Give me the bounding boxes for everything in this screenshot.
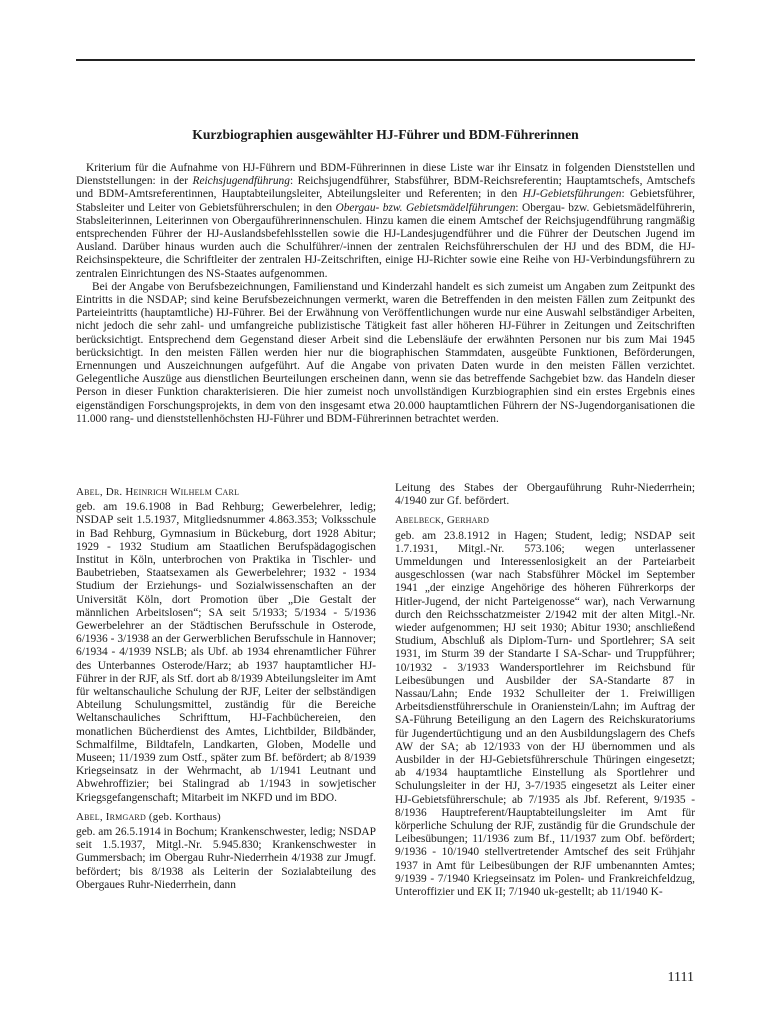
page-number: 1111 — [667, 970, 694, 985]
intro-text-part: : Gebietsführer, Stabsleiter und Leiter von Gebietsführerschulen; in den — [76, 188, 695, 214]
intro-text-part: : Obergau- bzw. Gebietsmädelführerin, Stabsleiterinnen, Leiterinnen von Obergauführerinnenschulen. Hinzu kamen die einem Amtschef der Reichsjugendführung rangmäßig entsprechenden Führer der HJ-Auslandsbefehlsstellen sowie die HJ-Landesjugendführer und die Führer der Deutschen Jugend im Ausland. Darüber hinaus wurden auch die Schulführer/-innen der zentralen Reichsführerschulen der HJ und des BDM, die HJ-Reichsinspekteure, die Schriftleiter der zentralen HJ-Zeitschriften, einige HJ-Richter sowie eine Reihe von HJ-Verbindungsführern zu zentralen Einrichtungen des NS-Staates aufgenommen. — [76, 201, 695, 280]
page-title: Kurzbiographien ausgewählter HJ-Führer und BDM-Führerinnen — [192, 127, 579, 142]
intro-paragraph-method: Bei der Angabe von Berufsbezeichnungen, Familienstand und Kinderzahl handelt es sich zumeist um Angaben zum Zeitpunkt des Eintritts in die NSDAP; sind keine Berufsbezeichnungen vermerkt, waren die Betreffenden in den meisten Fällen zum Zeitpunkt des Parteieintritts (hauptamtliche) HJ-Führer. Bei der Erwähnung von Veröffentlichungen wurde nur eine Auswahl selbständiger Arbeiten, nicht jedoch die sehr zahl- und umfangreiche publizistische Tätigkeit fast aller höheren HJ-Führer in Zeitungen und Zeitschriften berücksichtigt. Entsprechend dem Gegenstand dieser Arbeit sind die Lebensläufe der erwähnten Personen nur bis zum Mai 1945 berücksichtigt. In den meisten Fällen werden hier nur die biographischen Stammdaten, ausgeübte Funktionen, Beförderungen, Ernennungen und Auszeichnungen aufgeführt. Auf die Angabe von privaten Daten wurde in den meisten Fällen verzichtet. Gelegentliche Auszüge aus dienstlichen Beurteilungen erscheinen dann, wenn sie das betreffende Sachgebiet bzw. das Handeln dieser Person in dieser Funktion charakterisieren. Die hier zumeist noch unvollständigen Kurzbiographien sind ein erstes Ergebnis eines eigenständigen Forschungsprojekts, in dem von den insgesamt etwa 20.000 hauptamtlichen Führern der NS-Jugendorganisationen die 11.000 rang- und dienststellenhöchsten HJ-Führer und BDM-Führerinnen betrachtet werden. — [76, 280, 695, 425]
intro-term-obergau: Obergau- bzw. Gebietsmädelführungen — [335, 201, 516, 214]
entry-heading-abelbeck: Abelbeck, Gerhard — [395, 514, 490, 527]
intro-term-rjf: Reichsjugendführung — [192, 175, 290, 188]
column-left — [76, 486, 376, 892]
entry-text-abel-heinrich: geb. am 19.6.1908 in Bad Rehburg; Gewerbelehrer, ledig; NSDAP seit 1.5.1937, Mitgliedsnummer 4.863.353; Volksschule in Bad Rehburg, Gymnasium in Bückeburg, dort 1928 Abitur; 1929 - 1932 Studium am Staatlichen Berufspädagogischen Institut in Köln, unterbrochen von Praktika in Tischler- und Baubetrieben, Staatsexamen als Gewerbelehrer; 1932 - 1934 Studium der Erziehungs- und Sozialwissenschaften an der Universität Köln, dort Promotion über „Die Gestalt der männlichen Arbeitslosen“; SA seit 5/1933; 5/1934 - 5/1936 Gewerbelehrer an der Städtischen Berufsschule in Osterode, 6/1936 - 3/1938 an der Gerwerblichen Berufsschule in Hannover; 6/1934 - 4/1939 NSLB; als Ubf. ab 1934 ehrenamtlicher Führer des Unterbannes Osterode/Harz; ab 1937 hauptamtlicher HJ-Führer in der RJF, als Stf. dort ab 8/1939 Abteilungsleiter im Amt für weltanschauliche Schulung der RJF, Leiter der selbständigen Abteilung Schulungsmittel, zuständig für die Bereiche Weltanschauliches Schrifttum, HJ-Fachbüchereien, den monatlichen Bücherdienst des Amtes, Lichtbilder, Bildbänder, Schmalfilme, Bildtafeln, Landkarten, Globen, Modelle und Museen; 11/1939 zum Ostf., später zum Bf. befördert; ab 8/1939 Kriegseinsatz in der Wehrmacht, ab 1/1941 Leutnant und Abwehroffizier; bei Stalingrad ab 1/1943 in sowjetischer Kriegsgefangenschaft; Mitarbeit im NKFD und im BDO. — [76, 501, 376, 804]
header-rule — [76, 59, 695, 61]
intro-text — [76, 162, 695, 426]
entry-name: Abel, Irmgard — [76, 810, 146, 823]
intro-paragraph-criteria — [76, 162, 695, 281]
intro-term-gebiet: HJ-Gebietsführungen — [522, 188, 622, 201]
entry-text-abel-irmgard-continued: Leitung des Stabes der Obergauführung Ruhr-Niederrhein; 4/1940 zur Gf. befördert. — [395, 482, 695, 508]
intro-text-part: Kriterium für die Aufnahme von HJ-Führern und BDM-Führerinnen in diese Liste war ihr Einsatz in folgenden Dienststellen und Dienststellungen: in der — [76, 162, 695, 188]
entry-name-suffix: (geb. Korthaus) — [145, 810, 221, 823]
entry-text-abel-irmgard: geb. am 26.5.1914 in Bochum; Krankenschwester, ledig; NSDAP seit 1.5.1937, Mitgl.-Nr. 5.945.830; Krankenschwester in Gummersbach; im Obergau Ruhr-Niederrhein 4/1938 zur Jmugf. befördert; bis 8/1938 als Leiterin der Sozialabteilung des Obergaues Ruhr-Niederrhein, dann — [76, 826, 376, 891]
entry-text-abelbeck: geb. am 23.8.1912 in Hagen; Student, ledig; NSDAP seit 1.7.1931, Mitgl.-Nr. 573.106; wegen unterlassener Ummeldungen und Interessenlosigkeit an der Parteiarbeit ausgeschlossen (war nach Stabsführer Möckel im September 1941 „der einzige Angehörige des höheren Führerkorps der Hitler-Jugend, der nicht Parteigenosse“ war), nach Verwarnung durch den Reichsschatzmeister 2/1942 mit der alten Mitgl.-Nr. wieder aufgenommen; HJ seit 1930; Abitur 1930; anschließend Studium, Abschluß als Diplom-Turn- und Sportlehrer; SA seit 1931, im Sturm 39 der Standarte I SA-Schar- und Truppführer; 10/1932 - 3/1933 Wandersportlehrer im Reichsbund für Leibesübungen und Ausbilder der SA-Standarte 87 in Nassau/Lahn; Ende 1932 Schulleiter der 1. Freiwilligen Arbeitsdienstführerschule in Oranienstein/Lahn; im Auftrag der SA-Führung Beteiligung an den Lagern des Reichskuratoriums für Jugendertüchtigung und an den Ausbildungslagern des Chefs AW der SA; ab 12/1933 von der HJ übernommen und als Ausbilder in der HJ-Gebietsführerschule Thüringen eingesetzt; ab 4/1934 hauptamtliche Einstellung als Sportlehrer und Schulungsleiter in der HJ, 3-7/1935 eingesetzt als Leiter einer HJ-Gebietsführerschule; ab 7/1935 als Jbf. Referent, 9/1935 - 8/1936 Hauptreferent/Hauptabteilungsleiter im Amt für körperliche Schulung der RJF, zuständig für die Grundschule der Leibesübungen; 11/1936 zum Bf., 11/1937 zum Obf. befördert; 9/1936 - 10/1940 stellvertretender Amtschef des seit Frühjahr 1937 in Amt für Leibesübungen der RJF umbenannten Amtes; 9/1939 - 7/1940 Kriegseinsatz im Polen- und Frankreichfeldzug, Unteroffizier und EK II; 7/1940 uk-gestellt; ab 11/1940 K- — [395, 529, 695, 899]
entry-heading-abel-heinrich: Abel, Dr. Heinrich Wilhelm Carl — [76, 486, 240, 498]
intro-text-part: : Reichsjugendführer, Stabsführer, BDM-Reichsreferentin; Hauptamtschefs, Amtschefs und BDM-Amtsreferentinnen, Hauptabteilungsleiter, Abteilungsleiter und Referenten; in den — [76, 175, 695, 201]
column-right — [395, 482, 695, 899]
entry-heading-abel-irmgard — [76, 811, 376, 824]
